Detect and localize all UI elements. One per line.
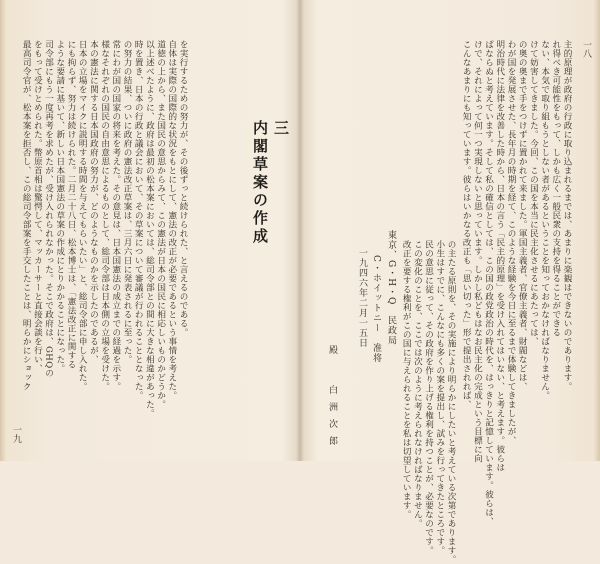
body-line: 様なそれぞれの国民の自由意思によるものとして、総司令部は日本側の立場を受けた。 [99,40,110,391]
right-page-number: 一八 [581,40,591,58]
body-line: わが国を発展させた、長年月の時期を経て、このような経験を今日に至るまで体験してきましたが、 [506,40,517,445]
body-line: 自体は実際の国際的な状況をもとにして、憲法の改正が必要であるという事情を考えた。 [166,40,177,400]
body-line: 明治時代に法律を改善した時から、日本の言う「民主的原理」を受け入れてはいない、と考えます。彼らは [494,40,505,472]
body-line: けで、それによって何一つ実現しないと思っています。しかし私どもはなお民主化の完成という目標に向 [472,40,483,463]
body-line: を実行するための努力が、その後ずっと続けられた、と言えるのである。 [178,40,189,337]
left-page-number: 一九 [11,425,21,443]
body-line: にも拘らず、努力は続けられた。二月二十八日、松本博士は、「憲法改正に関する [66,40,77,369]
addressee-name: 白洲次郎 [327,385,337,453]
body-line: ない、本気で取り組もうとしない者があるということを知っておかなければなりません。 [539,40,550,400]
right-mid-text [400,240,457,564]
right-upper-text [460,40,573,526]
body-line: この変化のことを、ここでは次のように考えられなければなりません。 [412,240,423,528]
body-line: 本の憲法に関する日本国政府の努力が、どのようなものかを示したのであるが、 [88,40,99,364]
chapter-heading [250,120,292,246]
body-line: ぱならぬと考えています。そして私の確信としては、この国の政党政治の時代を、はっきりと記憶しています。彼らは、 [483,40,494,526]
body-line: 司令部にもう一度再考を求めたが、受け入れられなかった。そこで政府は、GHQの [43,40,54,378]
body-line: 日本の立場をマイクに説明する時間を与えてもらいたい」と、総司令部に申し入れた。 [77,40,88,391]
addressee-label: 殿 [327,345,337,355]
body-line: 道徳の上から、また国民の意思からみて、この憲法が日本の国民に相応しいものかどうか。 [155,40,166,409]
body-line: 以上述べたように、政府は最初の松本案においては、総司令部との間に大きな相違があった。 [144,40,155,418]
body-line: 改正を要する権利がこの国に与えられることを私は切望しています。 [401,240,412,519]
signature-name: C・ホイットニー 准将 [371,255,381,363]
body-line: の主たる原則を、その実施により明らかにしたいと考えている次第であります。 [446,240,457,564]
left-body-text [20,40,188,435]
body-line: 民の意思に従って、その政府を作り上げる権利を持つことが、必要なのです。 [423,240,434,555]
body-line: 時を置き、日本の行政と議会において、その草案について審議が行われることとなった。 [133,40,144,400]
chapter-number: 三 [272,120,290,138]
body-line: の奥の奥まで手をつけずに置かれて来ました。軍国主義者、官僚主義者、財閥などは、 [517,40,528,391]
body-line: こんなあまりにも知っています。彼らはいかなる改正も「思い切った」形で提出されれば、 [461,40,472,409]
right-page [300,0,600,564]
body-line: をもって受けとめられた。幣原首相は驚愕して、マッカーサーと直接会談を行い、 [32,40,43,373]
body-line: ような要請に基いて、新しい日本国憲法の草案の作成にとりかかることになった。 [54,40,65,373]
body-line: 小生はすでに、こんなにも多くの案を提出し、試みを行ってきたところです。 [434,240,445,555]
letter-date: 一九四六年二月一五日 [357,248,367,348]
signature-title: 東京、G・H・Q 民政局 [386,230,396,346]
body-line: 常にわが国の国家の将来を考えた。その意見は、日本国憲法の成立までの経過を示す。 [110,40,121,391]
body-line: けて妨害してきました。今回、この国を本当に民主化させるにあたっては、 [528,40,539,346]
body-line: の努力の結果、ついに政府の憲法改正草案は、三月六日に発表されるに至った。 [122,40,133,364]
left-page [0,0,300,461]
body-line: 最高司令官が、松本案を拒否し、この総司令部案を手交したことは、明らかにショック [21,40,32,391]
body-line: 主的原理が政府の行政に取り込まれるまでは、あまりに楽観はできないのであります。 [562,40,573,391]
chapter-title: 内閣草案の作成 [251,120,269,246]
body-line: れ得べき可能性をもって、しかも広く一般民衆の支持を得ることができる [550,40,561,337]
